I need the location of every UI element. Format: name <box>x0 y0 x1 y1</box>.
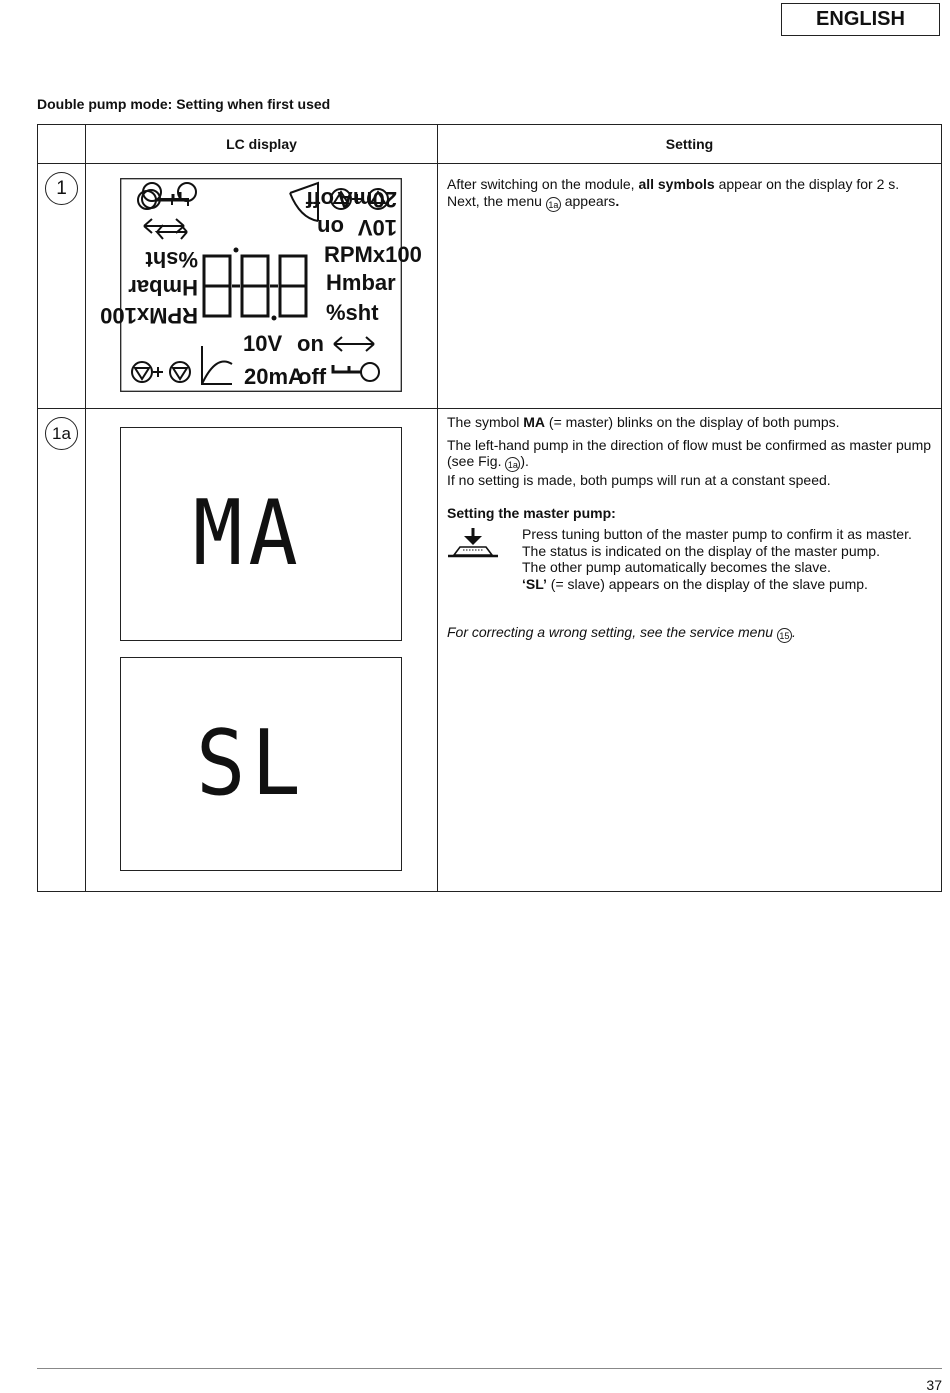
instruction-slave-display: (= slave) appears on the display of the slave pump. <box>546 575 868 592</box>
table-row <box>38 164 942 409</box>
row1-text-f: . <box>615 192 620 209</box>
step-cell <box>38 409 86 892</box>
setting-subheading: Setting the master pump: <box>447 504 616 521</box>
service-note: For correcting a wrong setting, see the service menu 15 . <box>447 624 796 641</box>
lcd-master-text: MA <box>193 481 304 586</box>
lcd-text-hmbar-upright: Hmbar <box>326 270 396 295</box>
lcd-slave-display <box>120 657 402 871</box>
setting-header: Setting <box>438 125 942 164</box>
settings-table <box>37 124 942 892</box>
lcd-text-sht-upright: %sht <box>326 300 379 325</box>
setting-cell <box>438 164 942 409</box>
lcd-cell <box>86 409 438 892</box>
row1-text-bold: all symbols <box>638 176 715 192</box>
lcd-text-ma20: 20mA <box>337 187 397 212</box>
lc-display-header: LC display <box>86 125 438 164</box>
lcd-cell <box>86 164 438 409</box>
fig-ref-1a: 1a <box>505 457 520 472</box>
lcd-text-10v: 10V <box>357 215 397 240</box>
footer-rule <box>37 1368 942 1369</box>
lcd-master-display <box>120 427 402 641</box>
row1-text-c: appear on the display for 2 s. <box>714 176 900 192</box>
lcd-text-rpm: RPMx100 <box>100 303 198 328</box>
lcd-text-10v-upright: 10V <box>243 331 283 356</box>
step-header <box>38 125 86 164</box>
row1-text-e: appears <box>560 192 616 209</box>
instruction-press: Press tuning button of the master pump to confirm it as master. The status is indicated on the display of the master pump. <box>522 526 912 559</box>
step-number-1a: 1a <box>45 417 78 450</box>
lcd-text-hmbar: Hmbar <box>128 275 198 300</box>
press-button-icon <box>447 528 499 560</box>
instruction-slave: The other pump automatically becomes the slave. <box>522 559 831 575</box>
lcd-text-on: on <box>317 215 344 240</box>
language-label: ENGLISH <box>781 3 940 36</box>
section-title: Double pump mode: Setting when first used <box>37 96 331 112</box>
page-number: 37 <box>926 1377 942 1393</box>
row1-text-d: Next, the menu <box>447 192 546 209</box>
lcd-slave-text: SL <box>196 711 307 816</box>
menu-ref-1a: 1a <box>546 197 561 212</box>
lcd-all-symbols-display <box>100 178 422 392</box>
confirm-paragraph: The left-hand pump in the direction of flow must be confirmed as master pump (see Fig. 1a ). If no setting is made, both pumps will run at a constant speed. <box>447 436 932 488</box>
table-row <box>38 409 942 892</box>
lcd-text-20ma-upright: 20mA <box>244 364 304 389</box>
instruction-block <box>447 526 933 592</box>
lcd-text-off: off <box>305 187 334 212</box>
lcd-text-on-upright: on <box>297 331 324 356</box>
service-menu-ref-15: 15 <box>777 628 792 643</box>
master-paragraph: The symbol MA (= master) blinks on the display of both pumps. <box>447 414 840 430</box>
setting-cell <box>438 409 942 892</box>
step-cell <box>38 164 86 409</box>
lcd-text-off-upright: off <box>298 364 327 389</box>
sl-label: ‘SL’ <box>522 575 547 592</box>
step-number-1: 1 <box>45 172 78 205</box>
lcd-text-rpm-upright: RPMx100 <box>324 242 422 267</box>
row1-text-a: After switching on the module, <box>447 176 639 192</box>
table-header-row <box>38 125 942 164</box>
lcd-text-sht: %sht <box>145 247 198 272</box>
